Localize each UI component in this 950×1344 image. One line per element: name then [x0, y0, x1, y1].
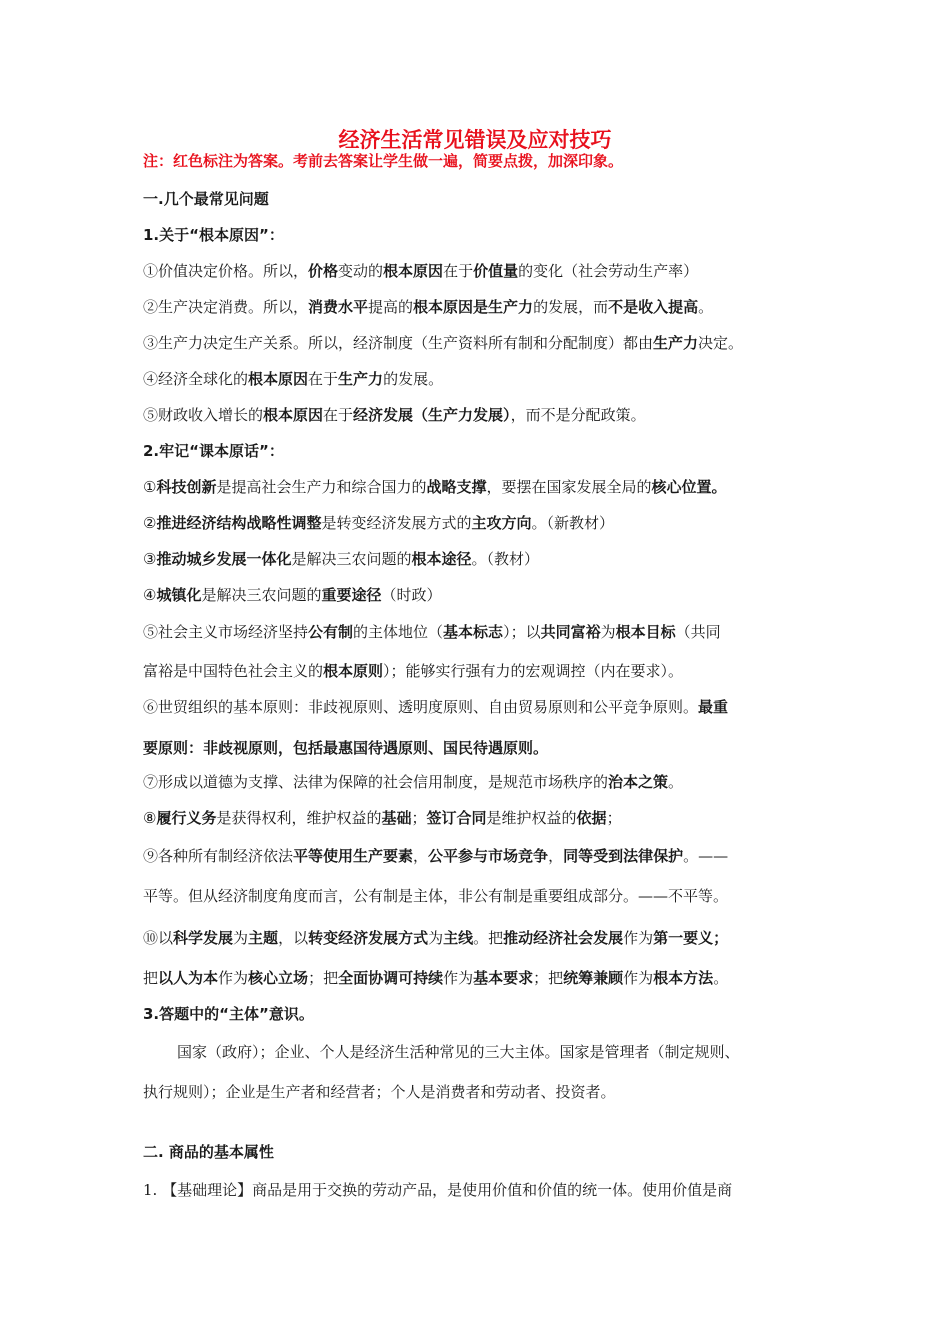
text-run: 在于 [443, 262, 474, 280]
text-run: ；把 [308, 969, 339, 987]
text-run: 是解决三农问题的 [201, 586, 322, 604]
text-run: ，以 [278, 929, 309, 947]
text-run: 作为 [443, 969, 474, 987]
text-run: ⑨各种所有制经济依法 [143, 847, 294, 865]
sub2-item [143, 477, 820, 497]
text-run: 是维护权益的 [486, 809, 577, 827]
text-run: 。 [713, 969, 729, 987]
text-run: 作为 [218, 969, 249, 987]
text-run: ，要摆在国家发展全局的 [486, 478, 652, 496]
sub1-item [143, 297, 820, 317]
text-run: ③生产力决定生产关系。所以，经济制度（生产资料所有制和分配制度）都由 [143, 334, 654, 352]
bold-term: 平等使用生产要素 [293, 847, 414, 865]
bold-term: 科技创新 [156, 478, 217, 496]
text-run: 作为 [623, 929, 654, 947]
bold-term: 履行义务 [156, 809, 217, 827]
bold-term: 共同富裕 [540, 623, 601, 641]
text-run: 作为 [623, 969, 654, 987]
bold-term: 生产力 [338, 370, 384, 388]
text-run: ③ [143, 550, 157, 568]
text-run: 。把 [473, 929, 504, 947]
bold-term: 价格 [308, 262, 339, 280]
text-run: 。 [668, 773, 684, 791]
bold-term: 生产力 [653, 334, 699, 352]
text-run: ）；能够实行强有力的宏观调控（内在要求）。 [383, 662, 684, 680]
sub3-paragraph-line: 执行规则）；企业是生产者和经营者；个人是消费者和劳动者、投资者。 [143, 1083, 616, 1101]
text-run: 的发展。 [383, 370, 444, 388]
text-run: ； [606, 809, 622, 827]
sub2-item [143, 513, 820, 533]
bold-term: 根本原则 [323, 662, 384, 680]
bold-term: 战略支撑 [426, 478, 487, 496]
bold-term: 不是收入提高 [608, 298, 699, 316]
sub1-item [143, 261, 820, 281]
text-run: 。 [698, 298, 714, 316]
text-run: ② [143, 514, 157, 532]
text-run: 是获得权利，维护权益的 [216, 809, 382, 827]
text-run: 提高的 [368, 298, 414, 316]
text-run: ① [143, 478, 157, 496]
bold-term: 价值量 [473, 262, 519, 280]
bold-term: 核心位置。 [651, 478, 727, 496]
sub1-item [143, 405, 820, 425]
bold-term: 核心立场 [248, 969, 309, 987]
bold-term: 公有制 [308, 623, 354, 641]
bold-term: 城镇化 [156, 586, 202, 604]
section1-heading: 一.几个最常见问题 [143, 190, 269, 208]
text-run: 把 [143, 969, 159, 987]
bold-term: 最重 [698, 698, 729, 716]
sub2-heading: 2.牢记“课本原话”： [143, 442, 284, 460]
text-run: ，而不是分配政策。 [510, 406, 646, 424]
text-run: ④经济全球化的 [143, 370, 249, 388]
bold-term: 同等受到法律保护 [563, 847, 684, 865]
bold-term: 重要途径 [321, 586, 382, 604]
sub2-item-continuation [143, 968, 820, 988]
bold-term: 主攻方向 [471, 514, 532, 532]
text-run: ⑤财政收入增长的 [143, 406, 264, 424]
text-run: 。（教材） [471, 550, 540, 568]
text-run: 是转变经济发展方式的 [321, 514, 472, 532]
sub2-item-continuation [143, 738, 820, 758]
bold-term: 消费水平 [308, 298, 369, 316]
text-run: 。—— [683, 847, 729, 865]
sub2-item [143, 622, 820, 642]
sub2-item [143, 846, 820, 866]
sub1-item [143, 333, 820, 353]
bold-term: 根本原因 [248, 370, 309, 388]
bold-term: 基本标志 [443, 623, 504, 641]
text-run: 是提高社会生产力和综合国力的 [216, 478, 427, 496]
text-run: ④ [143, 586, 157, 604]
bold-term: 根本方法 [653, 969, 714, 987]
text-run: 的发展，而 [533, 298, 609, 316]
text-run: 是解决三农问题的 [291, 550, 412, 568]
text-run: ⑥世贸组织的基本原则：非歧视原则、透明度原则、自由贸易原则和公平竞争原则。 [143, 698, 699, 716]
bold-term: 推动经济社会发展 [503, 929, 624, 947]
sub2-item-continuation [143, 661, 820, 681]
sub2-item [143, 772, 820, 792]
text-run: 在于 [308, 370, 339, 388]
bold-term: 公平参与市场竞争 [428, 847, 549, 865]
sub1-heading: 1.关于“根本原因”： [143, 226, 284, 244]
section2-line: 1. 【基础理论】商品是用于交换的劳动产品，是使用价值和价值的统一体。使用价值是商 [143, 1181, 733, 1199]
text-run: 为 [428, 929, 444, 947]
answer-note: 注：红色标注为答案。考前去答案让学生做一遍，简要点拨，加深印象。 [143, 152, 624, 170]
bold-term: 要原则：非歧视原则，包括最惠国待遇原则、国民待遇原则。 [143, 739, 549, 757]
text-run: （共同 [675, 623, 721, 641]
bold-term: 签订合同 [426, 809, 487, 827]
sub2-item [143, 549, 820, 569]
text-run: ， [413, 847, 429, 865]
text-run: （时政） [381, 586, 442, 604]
bold-term: 治本之策 [608, 773, 669, 791]
sub1-item [143, 369, 820, 389]
text-run: ⑩以 [143, 929, 174, 947]
bold-term: 转变经济发展方式 [308, 929, 429, 947]
bold-term: 依据 [576, 809, 607, 827]
bold-term: 根本原因 [263, 406, 324, 424]
text-run: ⑦形成以道德为支撑、法律为保障的社会信用制度，是规范市场秩序的 [143, 773, 609, 791]
text-run: ；把 [533, 969, 564, 987]
bold-term: 主线 [443, 929, 474, 947]
text-run: 变动的 [338, 262, 384, 280]
bold-term: 全面协调可持续 [338, 969, 444, 987]
bold-term: 基本要求 [473, 969, 534, 987]
text-run: ）；以 [503, 623, 541, 641]
bold-term: 主题 [248, 929, 279, 947]
sub3-heading: 3.答题中的“主体”意识。 [143, 1005, 314, 1023]
bold-term: 根本途径 [411, 550, 472, 568]
text-run: ①价值决定价格。所以， [143, 262, 309, 280]
sub2-item [143, 808, 820, 828]
bold-term: 经济发展（生产力发展） [353, 406, 511, 424]
bold-term: 以人为本 [158, 969, 219, 987]
section2-heading: 二. 商品的基本属性 [143, 1143, 274, 1161]
text-run: ②生产决定消费。所以， [143, 298, 309, 316]
text-run: 富裕是中国特色社会主义的 [143, 662, 324, 680]
bold-term: 推进经济结构战略性调整 [156, 514, 322, 532]
bold-term: 统筹兼顾 [563, 969, 624, 987]
text-run: ⑤社会主义市场经济坚持 [143, 623, 309, 641]
bold-term: 科学发展 [173, 929, 234, 947]
text-run: 的变化（社会劳动生产率） [518, 262, 699, 280]
bold-term: 推动城乡发展一体化 [156, 550, 292, 568]
text-run: 平等。但从经济制度角度而言，公有制是主体，非公有制是重要组成部分。——不平等。 [143, 887, 729, 905]
text-run: ⑧ [143, 809, 157, 827]
sub2-item [143, 928, 820, 948]
bold-term: 第一要义； [653, 929, 729, 947]
text-run: 的主体地位（ [353, 623, 444, 641]
text-run: 为 [233, 929, 249, 947]
text-run: 为 [600, 623, 616, 641]
bold-term: 根本原因 [383, 262, 444, 280]
sub2-item [143, 585, 820, 605]
sub3-paragraph-line: 国家（政府）；企业、个人是经济生活种常见的三大主体。国家是管理者（制定规则、 [177, 1043, 740, 1061]
bold-term: 基础 [381, 809, 412, 827]
text-run: 决定。 [698, 334, 744, 352]
sub2-item-continuation [143, 886, 820, 906]
text-run: 。（新教材） [531, 514, 615, 532]
text-run: ， [548, 847, 564, 865]
text-run: ； [411, 809, 427, 827]
sub2-item [143, 697, 820, 717]
document-title: 经济生活常见错误及应对技巧 [338, 128, 612, 152]
bold-term: 根本目标 [615, 623, 676, 641]
bold-term: 根本原因是生产力 [413, 298, 534, 316]
text-run: 在于 [323, 406, 354, 424]
